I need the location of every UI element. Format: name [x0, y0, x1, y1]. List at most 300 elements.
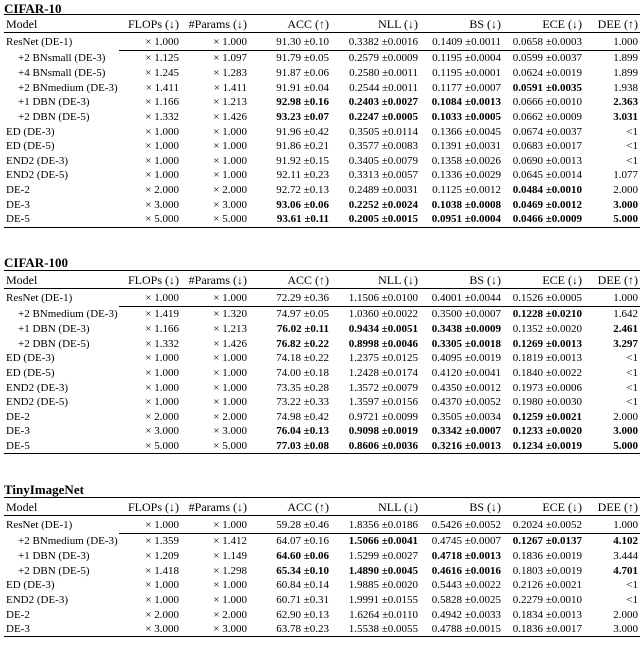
cell-ece: 0.1840 ±0.0022	[512, 366, 582, 379]
cell-bs: 0.5443 ±0.0022	[431, 579, 501, 592]
cell-flops: × 1.000	[119, 289, 179, 307]
cell-ece: 0.1803 ±0.0019	[512, 564, 582, 577]
cell-ece: 0.0466 ±0.0009	[501, 212, 582, 227]
cell-acc: 91.30 ±0.10	[247, 33, 329, 51]
cell-ece: 0.0683 ±0.0017	[512, 140, 582, 153]
cell-bs: 0.5426 ±0.0052	[418, 516, 501, 534]
table-row	[4, 289, 640, 307]
header-bs: BS (↓)	[418, 15, 501, 33]
cell-model: ResNet (DE-1)	[6, 291, 73, 304]
cell-bs: 0.4370 ±0.0052	[431, 396, 501, 409]
table-row	[4, 212, 640, 227]
table-row	[4, 395, 640, 410]
cell-ece: 0.1819 ±0.0013	[512, 352, 582, 365]
cell-bs: 0.1336 ±0.0029	[431, 169, 501, 182]
cell-bs: 0.1195 ±0.0004	[432, 52, 501, 65]
cell-model: DE-3	[6, 425, 30, 438]
cell-params: × 1.000	[213, 366, 247, 379]
cell-dee: <1	[626, 125, 638, 138]
cell-model: +2 DBN (DE-5)	[18, 564, 90, 577]
table-row	[4, 51, 640, 66]
cell-ece: 0.1233 ±0.0020	[512, 425, 582, 438]
cell-dee: 3.000	[613, 198, 638, 211]
cell-bs: 0.0951 ±0.0004	[418, 212, 501, 227]
cell-model: +2 BNmedium (DE-3)	[18, 535, 118, 548]
cell-params: × 1.000	[213, 381, 247, 394]
cell-dee: <1	[626, 579, 638, 592]
cell-params: × 1.426	[213, 110, 247, 123]
cell-nll: 0.3382 ±0.0016	[329, 33, 418, 51]
cell-nll: 1.6264 ±0.0110	[349, 608, 418, 621]
cell-nll: 0.2580 ±0.0011	[349, 66, 418, 79]
cell-flops: × 1.245	[145, 66, 179, 79]
cell-ece: 0.1973 ±0.0006	[512, 381, 582, 394]
cell-params: × 1.412	[213, 535, 247, 548]
cell-nll: 1.1506 ±0.0100	[329, 289, 418, 307]
cell-dee: <1	[626, 154, 638, 167]
results-table-cifar100	[4, 270, 640, 454]
header-flops: FLOPs (↓)	[119, 498, 179, 516]
cell-dee: 3.000	[613, 425, 638, 438]
cell-bs: 0.3500 ±0.0007	[431, 308, 501, 321]
cell-dee: <1	[626, 140, 638, 153]
cell-acc: 77.03 ±0.08	[247, 439, 329, 454]
cell-bs: 0.4745 ±0.0007	[431, 535, 501, 548]
cell-ece: 0.2024 ±0.0052	[501, 516, 582, 534]
cell-flops: × 3.000	[119, 622, 179, 637]
header-dee: DEE (↑)	[582, 498, 640, 516]
cell-flops: × 2.000	[145, 184, 179, 197]
table-row	[4, 183, 640, 198]
cell-flops: × 1.125	[145, 52, 179, 65]
cell-dee: 1.000	[582, 516, 640, 534]
cell-nll: 1.2428 ±0.0174	[348, 366, 418, 379]
cell-dee: <1	[626, 396, 638, 409]
cell-params: × 1.000	[213, 154, 247, 167]
cell-ece: 0.1836 ±0.0019	[512, 549, 582, 562]
cell-acc: 92.72 ±0.13	[276, 184, 329, 197]
cell-flops: × 3.000	[145, 198, 179, 211]
cell-params: × 3.000	[213, 425, 247, 438]
cell-nll: 0.2489 ±0.0031	[348, 184, 418, 197]
cell-bs: 0.1038 ±0.0008	[431, 198, 501, 211]
table-row	[4, 549, 640, 564]
cell-bs: 0.4095 ±0.0019	[431, 352, 501, 365]
cell-model: +2 BNsmall (DE-3)	[18, 52, 106, 65]
cell-bs: 0.4942 ±0.0033	[431, 608, 501, 621]
cell-acc: 92.11 ±0.23	[276, 169, 329, 182]
cell-model: ResNet (DE-1)	[6, 35, 73, 48]
cell-ece: 0.0469 ±0.0012	[512, 198, 582, 211]
cell-model: DE-3	[6, 198, 30, 211]
cell-model: +2 BNmedium (DE-3)	[18, 308, 118, 321]
cell-bs: 0.4788 ±0.0015	[418, 622, 501, 637]
cell-flops: × 1.209	[145, 549, 179, 562]
table-row	[4, 139, 640, 154]
cell-acc: 62.90 ±0.13	[276, 608, 329, 621]
header-params: #Params (↓)	[179, 15, 247, 33]
cell-model: +2 DBN (DE-5)	[18, 337, 90, 350]
cell-dee: 4.102	[613, 535, 638, 548]
cell-params: × 1.000	[213, 396, 247, 409]
cell-nll: 1.5066 ±0.0041	[348, 535, 418, 548]
cell-acc: 73.22 ±0.33	[276, 396, 329, 409]
cell-params: × 1.426	[213, 337, 247, 350]
cell-ece: 0.1269 ±0.0013	[512, 337, 582, 350]
cell-dee: 4.701	[613, 564, 638, 577]
cell-dee: 1.938	[613, 81, 638, 94]
cell-params: × 2.000	[213, 184, 247, 197]
cell-nll: 0.8606 ±0.0036	[329, 439, 418, 454]
table-row	[4, 124, 640, 139]
cell-model: ED (DE-3)	[6, 125, 55, 138]
header-params: #Params (↓)	[179, 498, 247, 516]
cell-ece: 0.1526 ±0.0005	[501, 289, 582, 307]
cell-params: × 1.000	[179, 33, 247, 51]
cell-model: DE-2	[6, 410, 30, 423]
cell-bs: 0.4350 ±0.0012	[431, 381, 501, 394]
cell-flops: × 1.359	[145, 535, 179, 548]
cell-flops: × 1.332	[145, 337, 179, 350]
table-row	[4, 336, 640, 351]
cell-dee: 1.899	[613, 66, 638, 79]
cell-ece: 0.0658 ±0.0003	[501, 33, 582, 51]
cell-acc: 91.91 ±0.04	[276, 81, 329, 94]
cell-flops: × 1.332	[145, 110, 179, 123]
cell-acc: 91.87 ±0.06	[276, 66, 329, 79]
cell-ece: 0.0484 ±0.0010	[512, 184, 582, 197]
cell-ece: 0.0662 ±0.0009	[512, 110, 582, 123]
cell-params: × 1.213	[213, 322, 247, 335]
cell-dee: <1	[626, 381, 638, 394]
cell-flops: × 1.000	[145, 579, 179, 592]
cell-params: × 2.000	[213, 608, 247, 621]
cell-params: × 1.213	[213, 96, 247, 109]
cell-flops: × 1.419	[145, 308, 179, 321]
cell-flops: × 1.000	[145, 125, 179, 138]
table-row	[4, 168, 640, 183]
cell-params: × 1.000	[179, 289, 247, 307]
header-nll: NLL (↓)	[329, 498, 418, 516]
cell-ece: 0.1259 ±0.0021	[512, 410, 582, 423]
cell-bs: 0.1084 ±0.0013	[431, 96, 501, 109]
cell-model: END2 (DE-3)	[6, 381, 69, 394]
table-row	[4, 197, 640, 212]
results-table-cifar10	[4, 14, 640, 228]
cell-nll: 1.5538 ±0.0055	[329, 622, 418, 637]
cell-dee: 3.000	[582, 622, 640, 637]
cell-flops: × 1.000	[145, 169, 179, 182]
cell-nll: 0.8998 ±0.0046	[348, 337, 418, 350]
header-nll: NLL (↓)	[329, 15, 418, 33]
header-nll: NLL (↓)	[329, 271, 418, 289]
table-row	[4, 351, 640, 366]
cell-ece: 0.1352 ±0.0020	[512, 322, 582, 335]
cell-params: × 1.000	[213, 352, 247, 365]
cell-dee: 2.000	[613, 410, 638, 423]
cell-params: × 1.283	[213, 66, 247, 79]
header-bs: BS (↓)	[418, 498, 501, 516]
cell-nll: 0.2579 ±0.0009	[348, 52, 418, 65]
table-row	[4, 593, 640, 608]
cell-params: × 1.149	[213, 549, 247, 562]
cell-params: × 5.000	[179, 439, 247, 454]
cell-bs: 0.3438 ±0.0009	[431, 322, 501, 335]
cell-model: END2 (DE-5)	[6, 396, 69, 409]
table-row	[4, 563, 640, 578]
cell-model: ED (DE-3)	[6, 579, 55, 592]
cell-dee: 1.899	[613, 52, 638, 65]
cell-model: +1 DBN (DE-3)	[18, 549, 90, 562]
header-dee: DEE (↑)	[582, 15, 640, 33]
cell-model: +4 BNsmall (DE-5)	[18, 66, 106, 79]
cell-model: ED (DE-5)	[6, 366, 55, 379]
cell-flops: × 1.411	[145, 81, 179, 94]
cell-params: × 1.000	[179, 516, 247, 534]
header-acc: ACC (↑)	[247, 271, 329, 289]
cell-nll: 0.3505 ±0.0114	[349, 125, 418, 138]
header-bs: BS (↓)	[418, 271, 501, 289]
cell-ece: 0.0690 ±0.0013	[512, 154, 582, 167]
cell-ece: 0.1980 ±0.0030	[512, 396, 582, 409]
cell-acc: 65.34 ±0.10	[276, 564, 329, 577]
cell-bs: 0.3342 ±0.0007	[431, 425, 501, 438]
section-title-cifar100: CIFAR-100	[4, 255, 69, 270]
cell-acc: 76.02 ±0.11	[276, 322, 329, 335]
cell-acc: 93.61 ±0.11	[247, 212, 329, 227]
cell-flops: × 1.000	[145, 154, 179, 167]
cell-bs: 0.5828 ±0.0025	[431, 593, 501, 606]
cell-params: × 1.000	[213, 579, 247, 592]
cell-acc: 74.18 ±0.22	[276, 352, 329, 365]
cell-model: +1 DBN (DE-3)	[18, 322, 90, 335]
cell-nll: 0.2252 ±0.0024	[348, 198, 418, 211]
cell-acc: 59.28 ±0.46	[247, 516, 329, 534]
cell-model: DE-2	[6, 608, 30, 621]
cell-nll: 1.5299 ±0.0027	[348, 549, 418, 562]
cell-acc: 91.92 ±0.15	[276, 154, 329, 167]
cell-ece: 0.0645 ±0.0014	[512, 169, 582, 182]
cell-nll: 1.9991 ±0.0155	[348, 593, 418, 606]
cell-params: × 1.320	[213, 308, 247, 321]
table-row	[4, 534, 640, 549]
cell-acc: 72.29 ±0.36	[247, 289, 329, 307]
table-row	[4, 409, 640, 424]
cell-flops: × 2.000	[145, 608, 179, 621]
cell-acc: 64.07 ±0.16	[276, 535, 329, 548]
cell-dee: 2.000	[613, 608, 638, 621]
cell-acc: 60.84 ±0.14	[276, 579, 329, 592]
cell-acc: 76.82 ±0.22	[276, 337, 329, 350]
cell-nll: 0.2005 ±0.0015	[329, 212, 418, 227]
cell-params: × 1.298	[213, 564, 247, 577]
table-row	[4, 153, 640, 168]
cell-params: × 1.411	[213, 81, 247, 94]
cell-nll: 0.9434 ±0.0051	[348, 322, 418, 335]
cell-acc: 91.79 ±0.05	[276, 52, 329, 65]
cell-ece: 0.1234 ±0.0019	[501, 439, 582, 454]
cell-acc: 73.35 ±0.28	[276, 381, 329, 394]
cell-params: × 3.000	[179, 622, 247, 637]
cell-dee: 1.000	[582, 33, 640, 51]
cell-bs: 0.4718 ±0.0013	[431, 549, 501, 562]
cell-nll: 1.9885 ±0.0020	[348, 579, 418, 592]
results-table-tinyimagenet	[4, 497, 640, 637]
cell-ece: 0.0624 ±0.0019	[512, 66, 582, 79]
table-row	[4, 307, 640, 322]
cell-bs: 0.1391 ±0.0031	[431, 140, 501, 153]
table-row	[4, 578, 640, 593]
section-title-cifar10: CIFAR-10	[4, 1, 62, 16]
cell-ece: 0.0591 ±0.0035	[512, 81, 582, 94]
cell-nll: 1.8356 ±0.0186	[329, 516, 418, 534]
cell-model: END2 (DE-3)	[6, 593, 69, 606]
cell-bs: 0.1409 ±0.0011	[418, 33, 501, 51]
cell-nll: 1.0360 ±0.0022	[348, 308, 418, 321]
cell-ece: 0.1228 ±0.0210	[512, 308, 582, 321]
cell-model: DE-2	[6, 184, 30, 197]
cell-dee: 3.031	[613, 110, 638, 123]
cell-model: END2 (DE-3)	[6, 154, 69, 167]
table-row	[4, 33, 640, 51]
cell-model: ResNet (DE-1)	[6, 518, 73, 531]
cell-dee: 1.077	[613, 169, 638, 182]
cell-flops: × 1.418	[145, 564, 179, 577]
cell-model: +2 DBN (DE-5)	[18, 110, 90, 123]
cell-dee: <1	[626, 593, 638, 606]
table-row	[4, 439, 640, 454]
cell-model: DE-5	[4, 439, 119, 454]
cell-ece: 0.2279 ±0.0010	[512, 593, 582, 606]
cell-ece: 0.0674 ±0.0037	[512, 125, 582, 138]
cell-model: END2 (DE-5)	[6, 169, 69, 182]
cell-flops: × 5.000	[119, 212, 179, 227]
cell-nll: 1.3572 ±0.0079	[348, 381, 418, 394]
cell-nll: 0.2544 ±0.0011	[349, 81, 418, 94]
cell-acc: 91.86 ±0.21	[276, 140, 329, 153]
cell-model: ED (DE-5)	[6, 140, 55, 153]
cell-bs: 0.4616 ±0.0016	[431, 564, 501, 577]
cell-flops: × 1.166	[145, 322, 179, 335]
cell-bs: 0.4001 ±0.0044	[418, 289, 501, 307]
cell-params: × 1.000	[213, 125, 247, 138]
cell-dee: 3.444	[613, 549, 638, 562]
cell-acc: 74.97 ±0.05	[276, 308, 329, 321]
cell-flops: × 1.000	[145, 352, 179, 365]
cell-dee: 1.642	[613, 308, 638, 321]
cell-params: × 3.000	[213, 198, 247, 211]
cell-params: × 1.097	[213, 52, 247, 65]
cell-dee: 3.297	[613, 337, 638, 350]
cell-bs: 0.1033 ±0.0005	[431, 110, 501, 123]
table-row	[4, 80, 640, 95]
cell-flops: × 1.000	[145, 381, 179, 394]
cell-dee: <1	[626, 352, 638, 365]
cell-model: DE-5	[4, 212, 119, 227]
header-ece: ECE (↓)	[501, 15, 582, 33]
cell-flops: × 1.000	[145, 140, 179, 153]
header-flops: FLOPs (↓)	[119, 271, 179, 289]
cell-bs: 0.1177 ±0.0007	[432, 81, 501, 94]
cell-flops: × 1.166	[145, 96, 179, 109]
cell-acc: 76.04 ±0.13	[276, 425, 329, 438]
cell-model: +1 DBN (DE-3)	[18, 96, 90, 109]
cell-acc: 63.78 ±0.23	[247, 622, 329, 637]
cell-model: +2 BNmedium (DE-3)	[18, 81, 118, 94]
cell-ece: 0.1834 ±0.0013	[512, 608, 582, 621]
table-row	[4, 366, 640, 381]
table-row	[4, 95, 640, 110]
cell-bs: 0.1195 ±0.0001	[432, 66, 501, 79]
table-row	[4, 380, 640, 395]
header-params: #Params (↓)	[179, 271, 247, 289]
cell-dee: 2.000	[613, 184, 638, 197]
cell-nll: 1.3597 ±0.0156	[348, 396, 418, 409]
cell-acc: 60.71 ±0.31	[276, 593, 329, 606]
cell-bs: 0.4120 ±0.0041	[431, 366, 501, 379]
table-row	[4, 110, 640, 125]
cell-model: ED (DE-3)	[6, 352, 55, 365]
cell-nll: 0.9721 ±0.0099	[348, 410, 418, 423]
cell-nll: 0.3577 ±0.0083	[348, 140, 418, 153]
cell-params: × 5.000	[179, 212, 247, 227]
cell-bs: 0.3216 ±0.0013	[418, 439, 501, 454]
cell-flops: × 1.000	[145, 593, 179, 606]
cell-acc: 93.06 ±0.06	[276, 198, 329, 211]
cell-flops: × 2.000	[145, 410, 179, 423]
table-header-row	[4, 15, 640, 33]
cell-bs: 0.3305 ±0.0018	[431, 337, 501, 350]
cell-params: × 1.000	[213, 140, 247, 153]
cell-flops: × 1.000	[145, 366, 179, 379]
cell-acc: 74.00 ±0.18	[276, 366, 329, 379]
cell-nll: 0.2403 ±0.0027	[348, 96, 418, 109]
table-header-row	[4, 271, 640, 289]
header-model: Model	[4, 15, 119, 33]
header-ece: ECE (↓)	[501, 271, 582, 289]
table-row	[4, 66, 640, 81]
cell-flops: × 3.000	[145, 425, 179, 438]
header-model: Model	[4, 271, 119, 289]
table-row	[4, 622, 640, 637]
table-header-row	[4, 498, 640, 516]
cell-acc: 93.23 ±0.07	[276, 110, 329, 123]
cell-ece: 0.2126 ±0.0021	[512, 579, 582, 592]
table-row	[4, 424, 640, 439]
cell-acc: 92.98 ±0.16	[276, 96, 329, 109]
cell-dee: 2.461	[613, 322, 638, 335]
cell-ece: 0.0666 ±0.0010	[512, 96, 582, 109]
cell-params: × 1.000	[213, 593, 247, 606]
table-row	[4, 322, 640, 337]
cell-params: × 2.000	[213, 410, 247, 423]
cell-nll: 0.9098 ±0.0019	[348, 425, 418, 438]
header-acc: ACC (↑)	[247, 15, 329, 33]
header-ece: ECE (↓)	[501, 498, 582, 516]
header-model: Model	[4, 498, 119, 516]
cell-nll: 1.2375 ±0.0125	[348, 352, 418, 365]
header-dee: DEE (↑)	[582, 271, 640, 289]
cell-bs: 0.1366 ±0.0045	[431, 125, 501, 138]
cell-acc: 64.60 ±0.06	[276, 549, 329, 562]
cell-flops: × 1.000	[119, 33, 179, 51]
cell-flops: × 1.000	[145, 396, 179, 409]
cell-ece: 0.0599 ±0.0037	[512, 52, 582, 65]
header-flops: FLOPs (↓)	[119, 15, 179, 33]
cell-acc: 91.96 ±0.42	[276, 125, 329, 138]
cell-dee: 5.000	[582, 212, 640, 227]
cell-bs: 0.3505 ±0.0034	[431, 410, 501, 423]
